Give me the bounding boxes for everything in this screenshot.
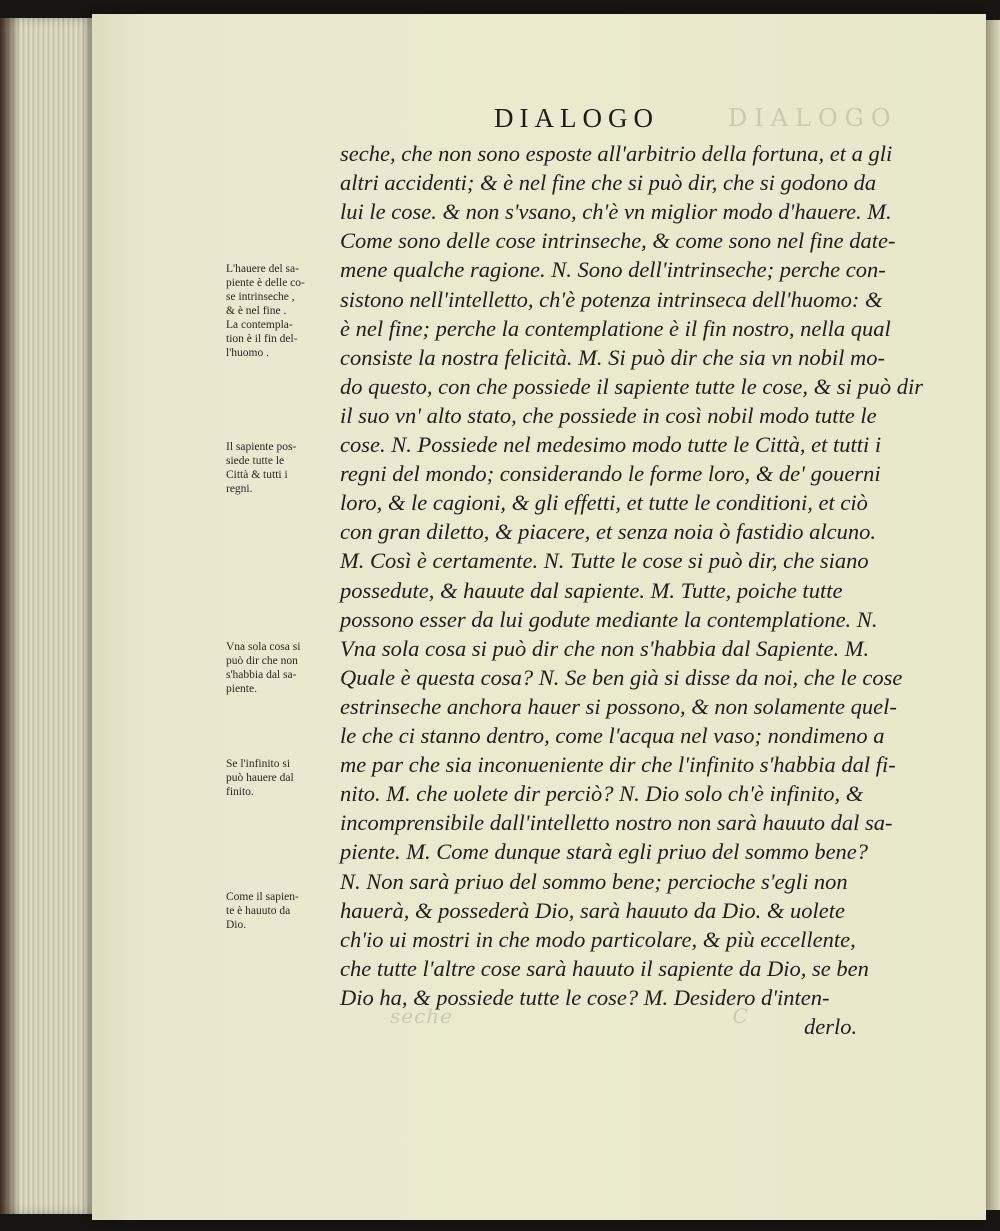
text-line: nito. M. che uolete dir perciò? N. Dio solo ch'è infinito, & [340, 781, 864, 807]
marginal-note-line: l'huomo . [226, 347, 269, 359]
running-head: DIALOGO [494, 103, 659, 133]
text-line: Come sono delle cose intrinseche, & come sono nel fine date- [340, 228, 896, 254]
text-line: è nel fine; perche la contemplatione è il fin nostro, nella qual [340, 315, 891, 341]
marginal-note-line: te è hauuto da [226, 905, 291, 917]
text-line: Vna sola cosa si può dir che non s'habbia dal Sapiente. M. [340, 635, 870, 661]
marginal-note [226, 440, 338, 496]
marginal-note [226, 890, 338, 932]
marginal-note-line: La contempla- [226, 319, 293, 331]
marginal-note-line: Dio. [226, 919, 247, 931]
text-line: possono esser da lui godute mediante la contemplatione. N. [340, 606, 878, 632]
marginal-note-line: Città & tutti i [226, 469, 288, 481]
text-line: me par che sia inconueniente dir che l'infinito s'habbia dal fi- [340, 752, 896, 778]
text-line: regni del mondo; considerando le forme loro, & de' gouerni [340, 461, 881, 487]
marginal-note-line: siede tutte le [226, 455, 285, 467]
marginal-note-line: può hauere dal [226, 772, 294, 784]
marginal-note [226, 640, 338, 696]
text-line: hauerà, & possederà Dio, sarà hauuto da Dio. & uolete [340, 897, 845, 923]
text-line: altri accidenti; & è nel fine che si può dir, che si godono da [340, 170, 877, 196]
marginal-note-line: s'habbia dal sa- [226, 669, 297, 681]
catchword: seche [390, 1004, 454, 1028]
text-line: piente. M. Come dunque starà egli priuo del sommo bene? [340, 839, 869, 865]
text-line: Quale è questa cosa? N. Se ben già si disse da noi, che le cose [340, 664, 903, 690]
marginal-note-line: può dir che non [226, 655, 298, 667]
next-page-edge [986, 20, 1000, 1210]
marginal-note-line: piente è delle co- [226, 277, 305, 289]
text-line: mene qualche ragione. N. Sono dell'intrinseche; perche con- [340, 257, 886, 283]
marginal-note-line: finito. [226, 786, 254, 798]
binding-shadow [0, 18, 20, 1214]
text-line: le che ci stanno dentro, come l'acqua nel vaso; nondimeno a [340, 723, 885, 748]
marginal-note-line: Vna sola cosa si [226, 641, 301, 653]
marginal-note-line: Se l'infinito si [226, 758, 291, 770]
text-line: derlo. [804, 1014, 858, 1039]
text-line: seche, che non sono esposte all'arbitrio della fortuna, et a gli [340, 141, 893, 166]
text-line: estrinseche anchora hauer si possono, & non solamente quel- [340, 693, 897, 719]
text-line: con gran diletto, & piacere, et senza noia ò fastidio alcuno. [340, 519, 876, 545]
text-line: N. Non sarà priuo del sommo bene; percioche s'egli non [340, 868, 848, 894]
text-line: il suo vn' alto stato, che possiede in così nobil modo tutte le [340, 402, 877, 428]
marginal-note-line: se intrinseche , [226, 291, 295, 303]
text-line: consiste la nostra felicità. M. Si può dir che sia vn nobil mo- [340, 344, 885, 370]
text-line: M. Così è certamente. N. Tutte le cose si può dir, che siano [340, 548, 869, 574]
marginal-note-line: tion è il fin del- [226, 333, 298, 345]
text-line: che tutte l'altre cose sarà hauuto il sapiente da Dio, se ben [340, 955, 869, 981]
marginal-note-line: & è nel fine . [226, 305, 287, 317]
marginal-note-line: regni. [226, 483, 253, 495]
marginal-note [226, 757, 338, 799]
marginal-note [226, 262, 338, 360]
text-line: loro, & le cagioni, & gli effetti, et tutte le conditioni, et ciò [340, 490, 868, 516]
text-line: Dio ha, & possiede tutte le cose? M. Desidero d'inten- [340, 984, 830, 1010]
text-line: possedute, & hauute dal sapiente. M. Tutte, poiche tutte [340, 577, 843, 603]
text-line: ch'io ui mostri in che modo particolare, & più eccellente, [340, 926, 856, 952]
text-line: cose. N. Possiede nel medesimo modo tutte le Città, et tutti i [340, 432, 882, 457]
text-line: incomprensibile dall'intelletto nostro non sarà hauuto dal sa- [340, 810, 893, 836]
text-line: sistono nell'intelletto, ch'è potenza intrinseca dell'huomo: & [340, 286, 883, 312]
signature-mark: C [732, 1004, 749, 1028]
marginal-note-line: L'hauere del sa- [226, 263, 299, 275]
text-line: do questo, con che possiede il sapiente tutte le cose, & si può dir [340, 373, 924, 399]
show-through-head: DIALOGO [728, 104, 898, 132]
marginal-note-line: Come il sapien- [226, 891, 299, 903]
text-line: lui le cose. & non s'vsano, ch'è vn miglior modo d'hauere. M. [340, 199, 892, 225]
marginal-note-line: Il sapiente pos- [226, 441, 297, 453]
marginal-note-line: piente. [226, 683, 257, 695]
